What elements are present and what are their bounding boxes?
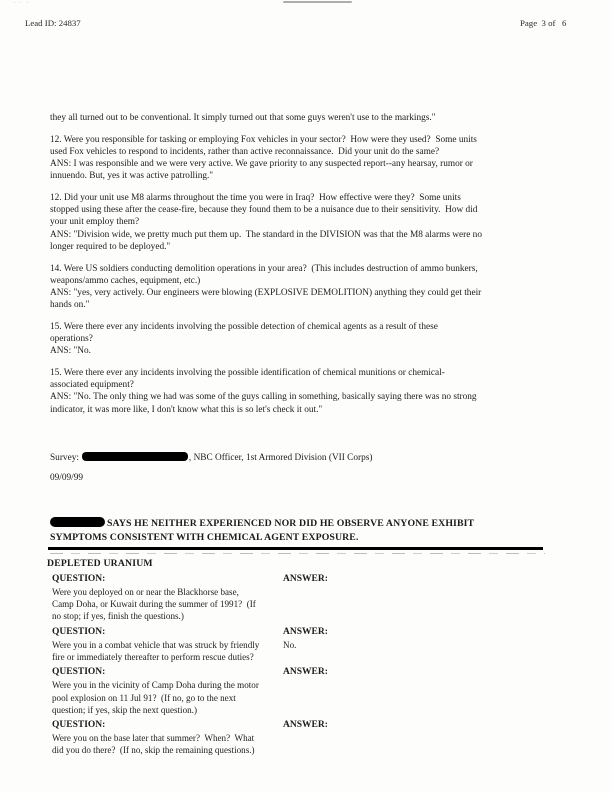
statement-text: SAYS HE NEITHER EXPERIENCED NOR DID HE OBSERVE ANYONE EXHIBIT (107, 518, 475, 529)
question-line: Were you in a combat vehicle that was struck by friendly (52, 639, 260, 650)
question-label: QUESTION: (52, 720, 106, 731)
body-line: ANS: "Division wide, we pretty much put them up. The standard in the DIVISION was that the M8 alarms were no (50, 229, 482, 240)
body-line: used Fox vehicles to respond to incidents, rather than active reconnaissance. Did your unit do the same? (50, 146, 440, 157)
qa-row (52, 626, 557, 663)
question-line: pool explosion on 11 Jul 91? (If no, go to the next (52, 692, 236, 703)
paragraph-q15-detection (50, 321, 570, 358)
question-line: fire or immediately thereafter to perform rescue duties? (52, 651, 254, 662)
body-line: your unit employ them? (50, 217, 140, 228)
lead-id-label: Lead ID: 24837 (25, 18, 81, 28)
qa-row (52, 719, 557, 756)
qa-row (52, 666, 557, 715)
survey-attribution (50, 452, 373, 463)
paragraph-q14-demolition (50, 263, 570, 312)
answer-label: ANSWER: (283, 667, 328, 678)
body-line: ANS: "No. (50, 346, 91, 357)
answer-label: ANSWER: (283, 574, 328, 584)
paragraph-q12-m8-alarms (50, 192, 570, 253)
answer-label: ANSWER: (283, 626, 328, 637)
question-line: question; if yes, skip the next question.) (52, 704, 197, 715)
question-cell (52, 626, 283, 663)
body-line: 12. Were you responsible for tasking or employing Fox vehicles in your sector? How were they used? Some units (50, 134, 477, 145)
question-cell (52, 719, 283, 756)
body-line: 14. Were US soldiers conducting demolition operations in your area? (This includes destruction of ammo bunkers, (50, 263, 478, 274)
statement-line: SYMPTOMS CONSISTENT WITH CHEMICAL AGENT EXPOSURE. (50, 531, 359, 543)
question-line: Camp Doha, or Kuwait during the summer of 1991? (If (52, 599, 256, 610)
survey-suffix: , NBC Officer, 1st Armored Division (VII Corps) (188, 453, 373, 463)
answer-cell (283, 666, 557, 715)
answer-cell (283, 719, 557, 756)
redaction-box (50, 517, 105, 527)
question-line: Were you in the vicinity of Camp Doha during the motor (52, 680, 259, 691)
interview-transcript (50, 112, 570, 425)
body-line: ANS: "No. The only thing we had was some of the guys calling in something, basically saying there was no strong (50, 392, 477, 403)
body-line: innuendo. But, yes it was active patrolling." (50, 171, 214, 182)
paragraph-q15-identification (50, 367, 570, 416)
survey-date: 09/09/99 (50, 473, 84, 483)
body-line: indicator, it was more like, I don't know what this is so let's check it out." (50, 404, 323, 415)
answer-cell (283, 573, 557, 622)
question-line: Were you deployed on or near the Blackhorse base, (52, 587, 239, 597)
question-label: QUESTION: (52, 574, 106, 584)
body-line: 15. Were there ever any incidents involving the possible identification of chemical munitions or chemical- (50, 367, 445, 378)
summary-statement (50, 517, 560, 544)
paragraph-intro (50, 112, 570, 124)
question-line: Were you on the base later that summer? When? What (52, 733, 255, 744)
answer-text: No. (283, 639, 297, 650)
statement-line (50, 517, 560, 531)
qa-row (52, 573, 557, 622)
answer-cell (283, 626, 557, 663)
body-line: 15. Were there ever any incidents involving the possible detection of chemical agents as a result of these (50, 321, 438, 332)
survey-label: Survey: (50, 453, 79, 463)
scan-artifact-dots (14, 2, 15, 3)
body-line: associated equipment? (50, 380, 134, 391)
page-number-label: Page 3 of 6 (520, 18, 567, 28)
question-line: did you do there? (If no, skip the remaining questions.) (52, 745, 255, 756)
body-line: operations? (50, 334, 93, 345)
scan-artifact-line (283, 1, 352, 3)
question-cell (52, 573, 283, 622)
question-cell (52, 666, 283, 715)
body-line: stopped using these after the cease-fire, because they found them to be a nuisance due to their sensitivity. How did (50, 205, 478, 216)
depleted-uranium-questionnaire (52, 573, 557, 760)
body-line: hands on." (50, 300, 90, 311)
body-line: ANS: I was responsible and we were very active. We gave priority to any suspected report--any hearsay, rumor or (50, 159, 473, 170)
body-line: longer required to be deployed." (50, 241, 171, 252)
scan-artifact-dashes (50, 553, 545, 555)
body-line: ANS: "yes, very actively. Our engineers were blowing (EXPLOSIVE DEMOLITION) anything they could get their (50, 287, 482, 298)
paragraph-q12-fox-vehicles (50, 134, 570, 183)
body-line: 12. Did your unit use M8 alarms throughout the time you were in Iraq? How effective were they? Some units (50, 193, 461, 204)
body-line: they all turned out to be conventional. It simply turned out that some guys weren't use to the markings." (50, 113, 436, 123)
section-divider-rule (48, 547, 543, 550)
answer-label: ANSWER: (283, 720, 328, 731)
redaction-box (82, 452, 188, 461)
question-line: no stop; if yes, finish the questions.) (52, 611, 184, 622)
section-title-depleted-uranium: DEPLETED URANIUM (47, 558, 153, 569)
body-line: weapons/ammo caches, equipment, etc.) (50, 275, 201, 286)
question-label: QUESTION: (52, 667, 106, 678)
question-label: QUESTION: (52, 626, 106, 637)
